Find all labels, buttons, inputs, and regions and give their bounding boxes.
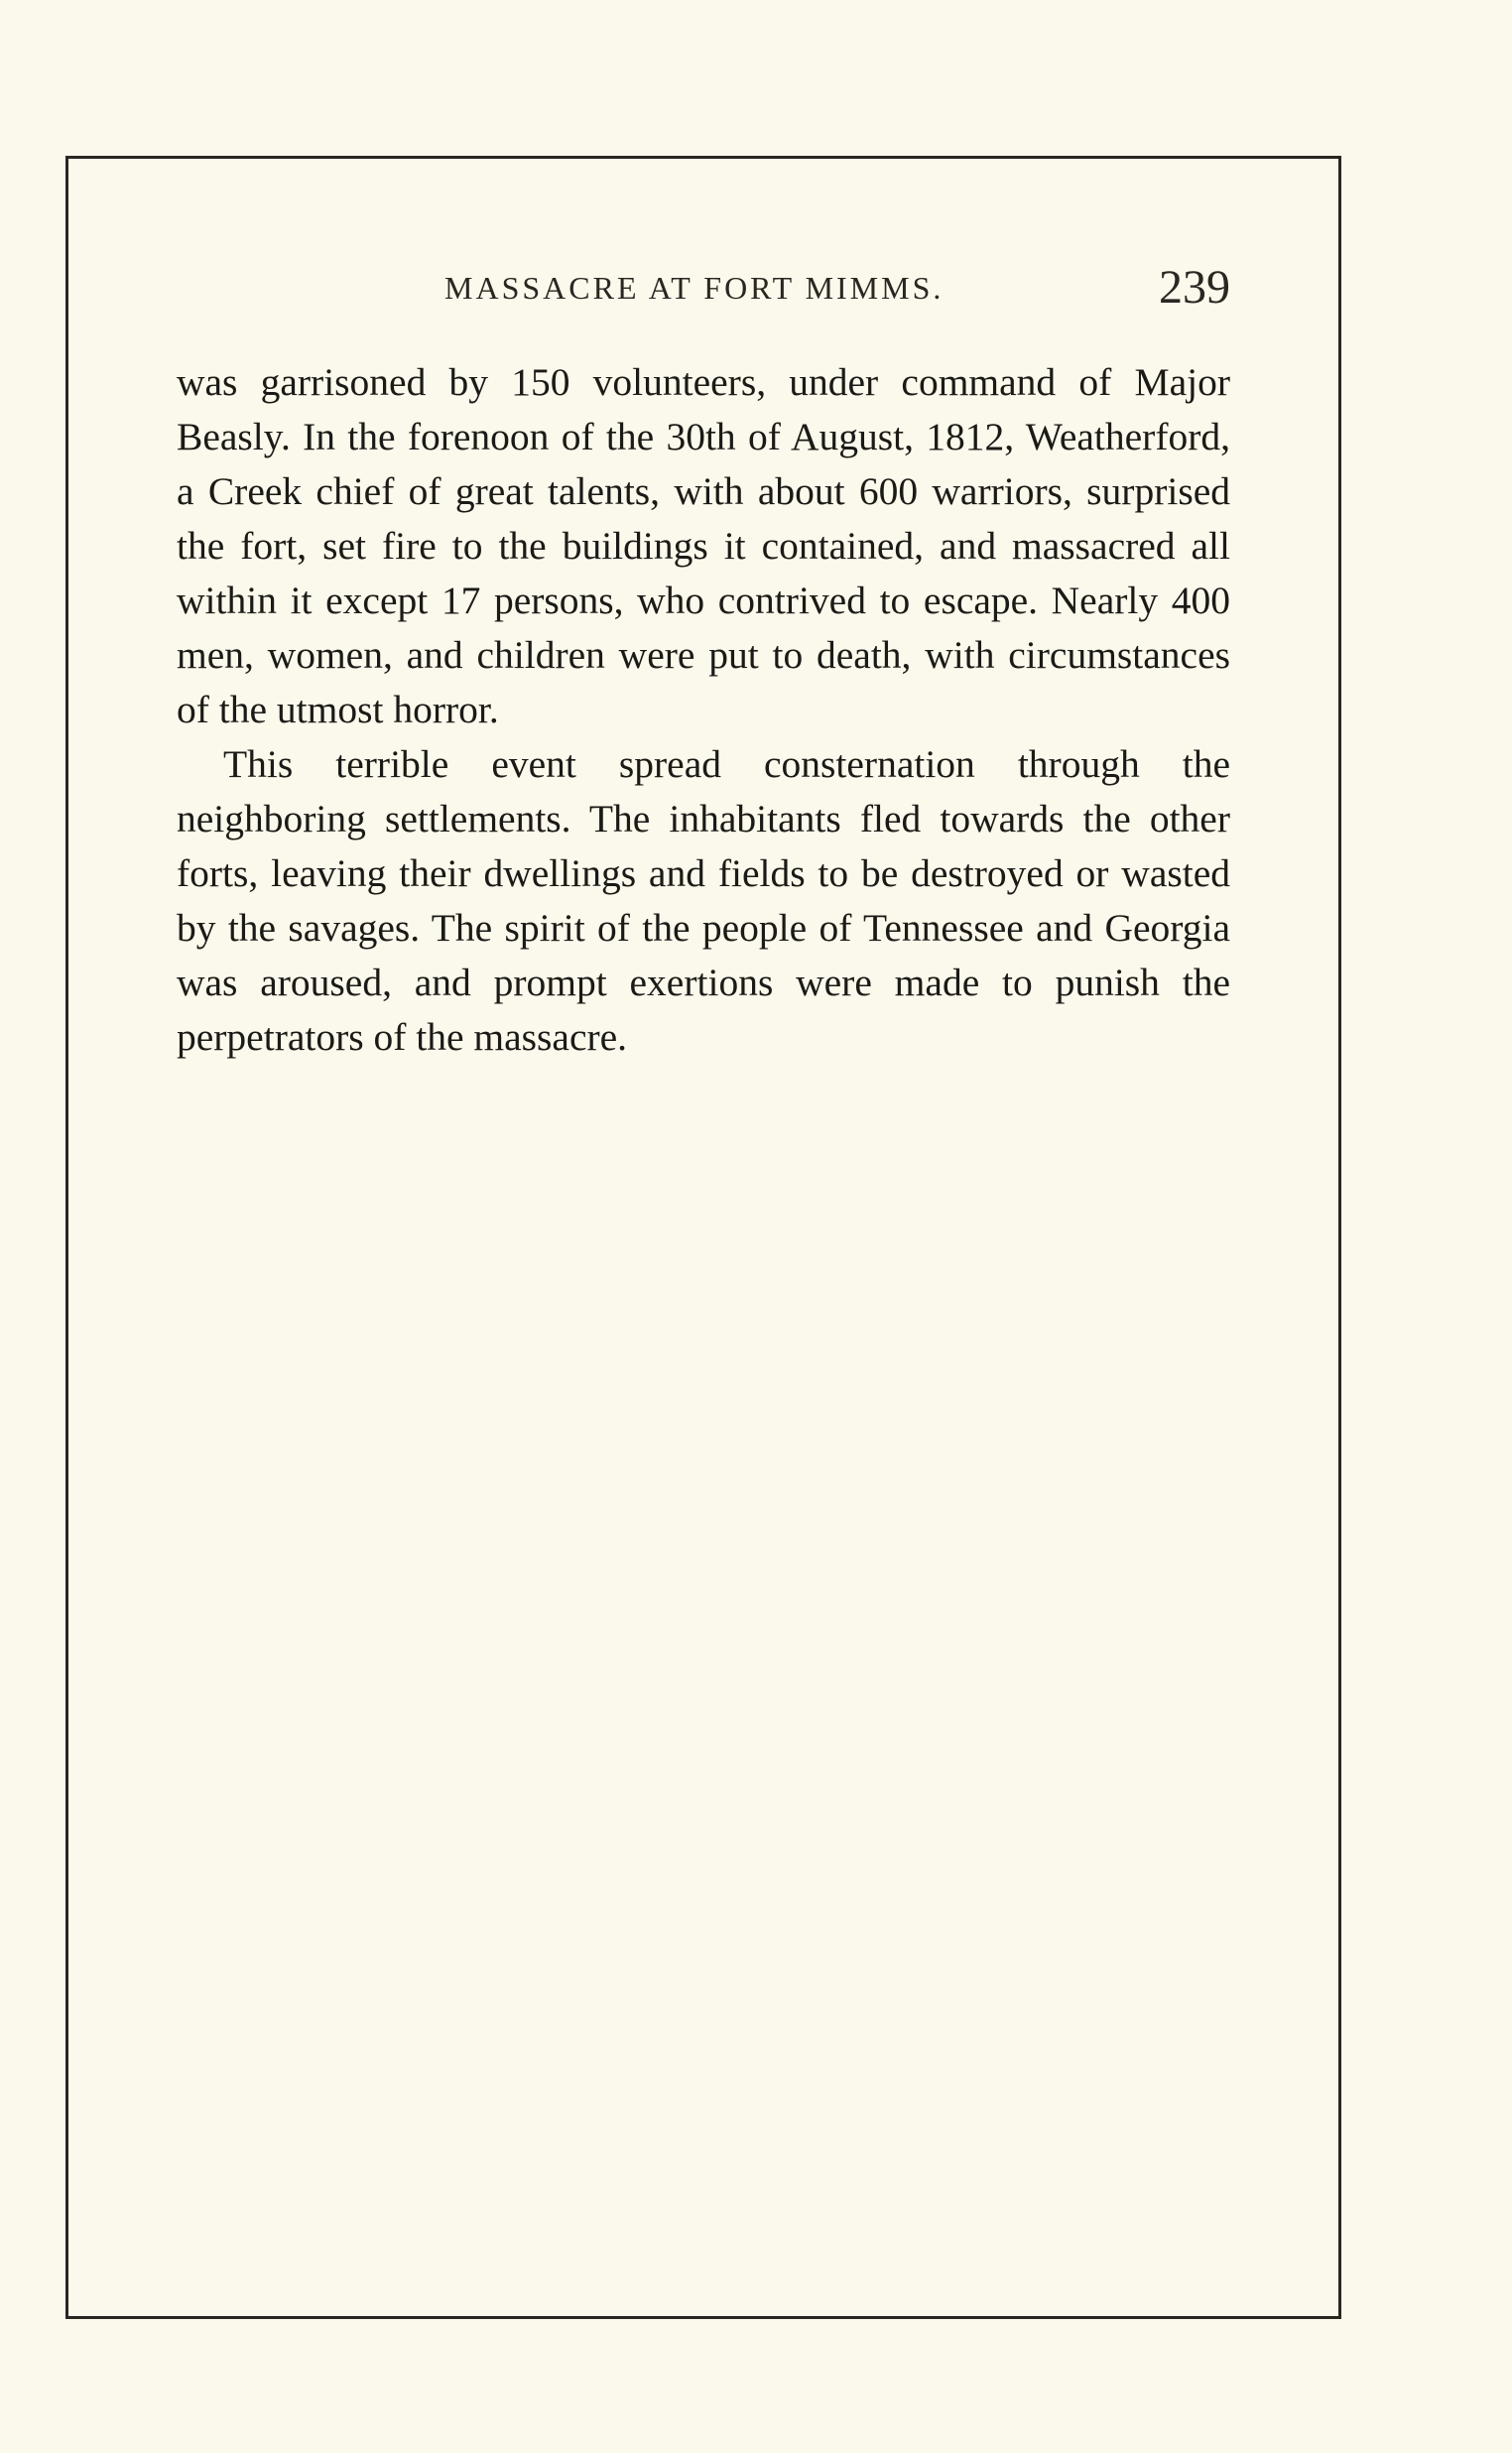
paragraph-consternation: This terrible event spread consternation through the neighboring settlements. The inhabitants fled towards the other forts, leaving their dwellings and fields to be destroyed or wasted by the savages. The spirit of the people of Tennessee and Georgia was aroused, and prompt exertions were made to punish the perpetrators of the massacre. xyxy=(177,742,1230,1059)
chapter-title: MASSACRE AT FORT MIMMS. xyxy=(444,270,945,306)
page-number: 239 xyxy=(1159,261,1230,314)
paragraph-continuation: was garrisoned by 150 volunteers, under command of Major Beasly. In the forenoon of the 30th of August, 1812, Weatherford, a Creek chief of great talents, with about 600 warriors, surprised the fort, set fire to the buildings it contained, and massacred all within it except 17 persons, who contrived to escape. Nearly 400 men, women, and children were put to death, with circumstances of the utmost horror. xyxy=(177,360,1230,731)
body-text xyxy=(177,355,1230,1065)
running-head xyxy=(177,260,1230,320)
